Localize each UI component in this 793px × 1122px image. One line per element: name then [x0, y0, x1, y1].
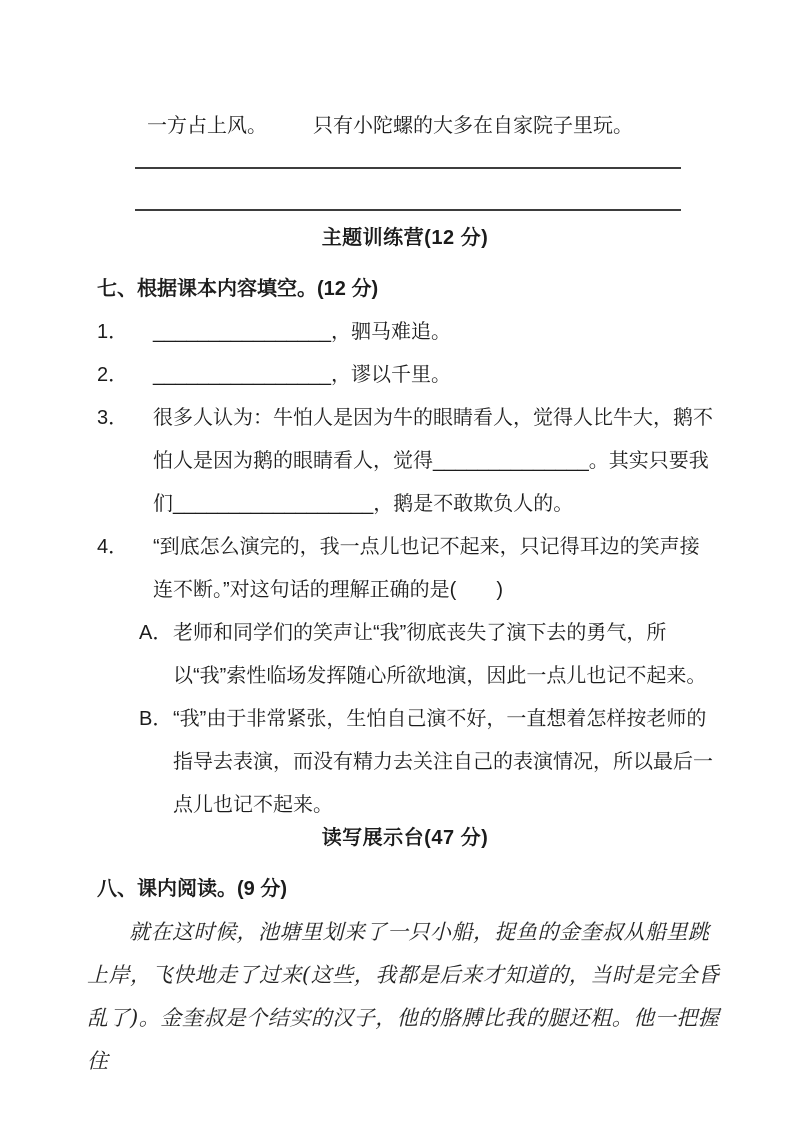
question-2-number: 2．	[97, 364, 129, 386]
reading-passage: 就在这时候，池塘里划来了一只小船，捉鱼的金奎叔从船里跳上岸，飞快地走了过来(这些，我都是后来才知道的，当时是完全昏乱了)。金奎叔是个结实的汉子，他的胳膊比我的腿还粗。他一把握住	[87, 920, 720, 1073]
answer-blank-line-2	[135, 169, 681, 211]
section-7-heading: 七、根据课本内容填空。(12 分)	[97, 278, 379, 300]
question-3	[97, 397, 713, 526]
question-1	[97, 311, 713, 354]
option-b-text: “我”由于非常紧张，生怕自己演不好，一直想着怎样按老师的指导去表演，而没有精力去关注自己的表演情况，所以最后一点儿也记不起来。	[173, 708, 713, 816]
question-3-text: 很多人认为：牛怕人是因为牛的眼睛看人，觉得人比牛大，鹅不怕人是因为鹅的眼睛看人，觉得______________。其实只要我们__________________，鹅是不敢欺负人的。	[153, 407, 713, 515]
section-8-heading: 八、课内阅读。(9 分)	[97, 878, 287, 900]
answer-fragment-1: 一方占上风。	[147, 115, 267, 137]
question-2	[97, 354, 713, 397]
answer-blank-line-1	[135, 148, 681, 169]
option-b-label: B．	[139, 708, 173, 730]
question-4-text: “到底怎么演完的，我一点儿也记不起来，只记得耳边的笑声接连不断。”对这句话的理解正确的是( )	[153, 536, 700, 601]
question-3-number: 3．	[97, 407, 129, 429]
question-4	[97, 526, 713, 612]
question-1-number: 1．	[97, 321, 129, 343]
option-a-label: A．	[139, 622, 173, 644]
question-2-text: ________________，谬以千里。	[153, 364, 451, 386]
question-4-option-a	[139, 612, 713, 698]
option-a-text: 老师和同学们的笑声让“我”彻底丧失了演下去的勇气，所以“我”索性临场发挥随心所欲地演，因此一点儿也记不起来。	[173, 622, 707, 687]
answer-fragment-2: 只有小陀螺的大多在自家院子里玩。	[313, 115, 633, 137]
banner-theme-training: 主题训练营(12 分)	[321, 227, 489, 249]
previous-answer-fragment	[147, 105, 713, 148]
question-1-text: ________________，驷马难追。	[153, 321, 451, 343]
banner-reading-writing: 读写展示台(47 分)	[321, 827, 489, 849]
question-4-option-b	[139, 698, 713, 827]
question-4-number: 4．	[97, 536, 129, 558]
worksheet-content	[87, 105, 720, 1083]
